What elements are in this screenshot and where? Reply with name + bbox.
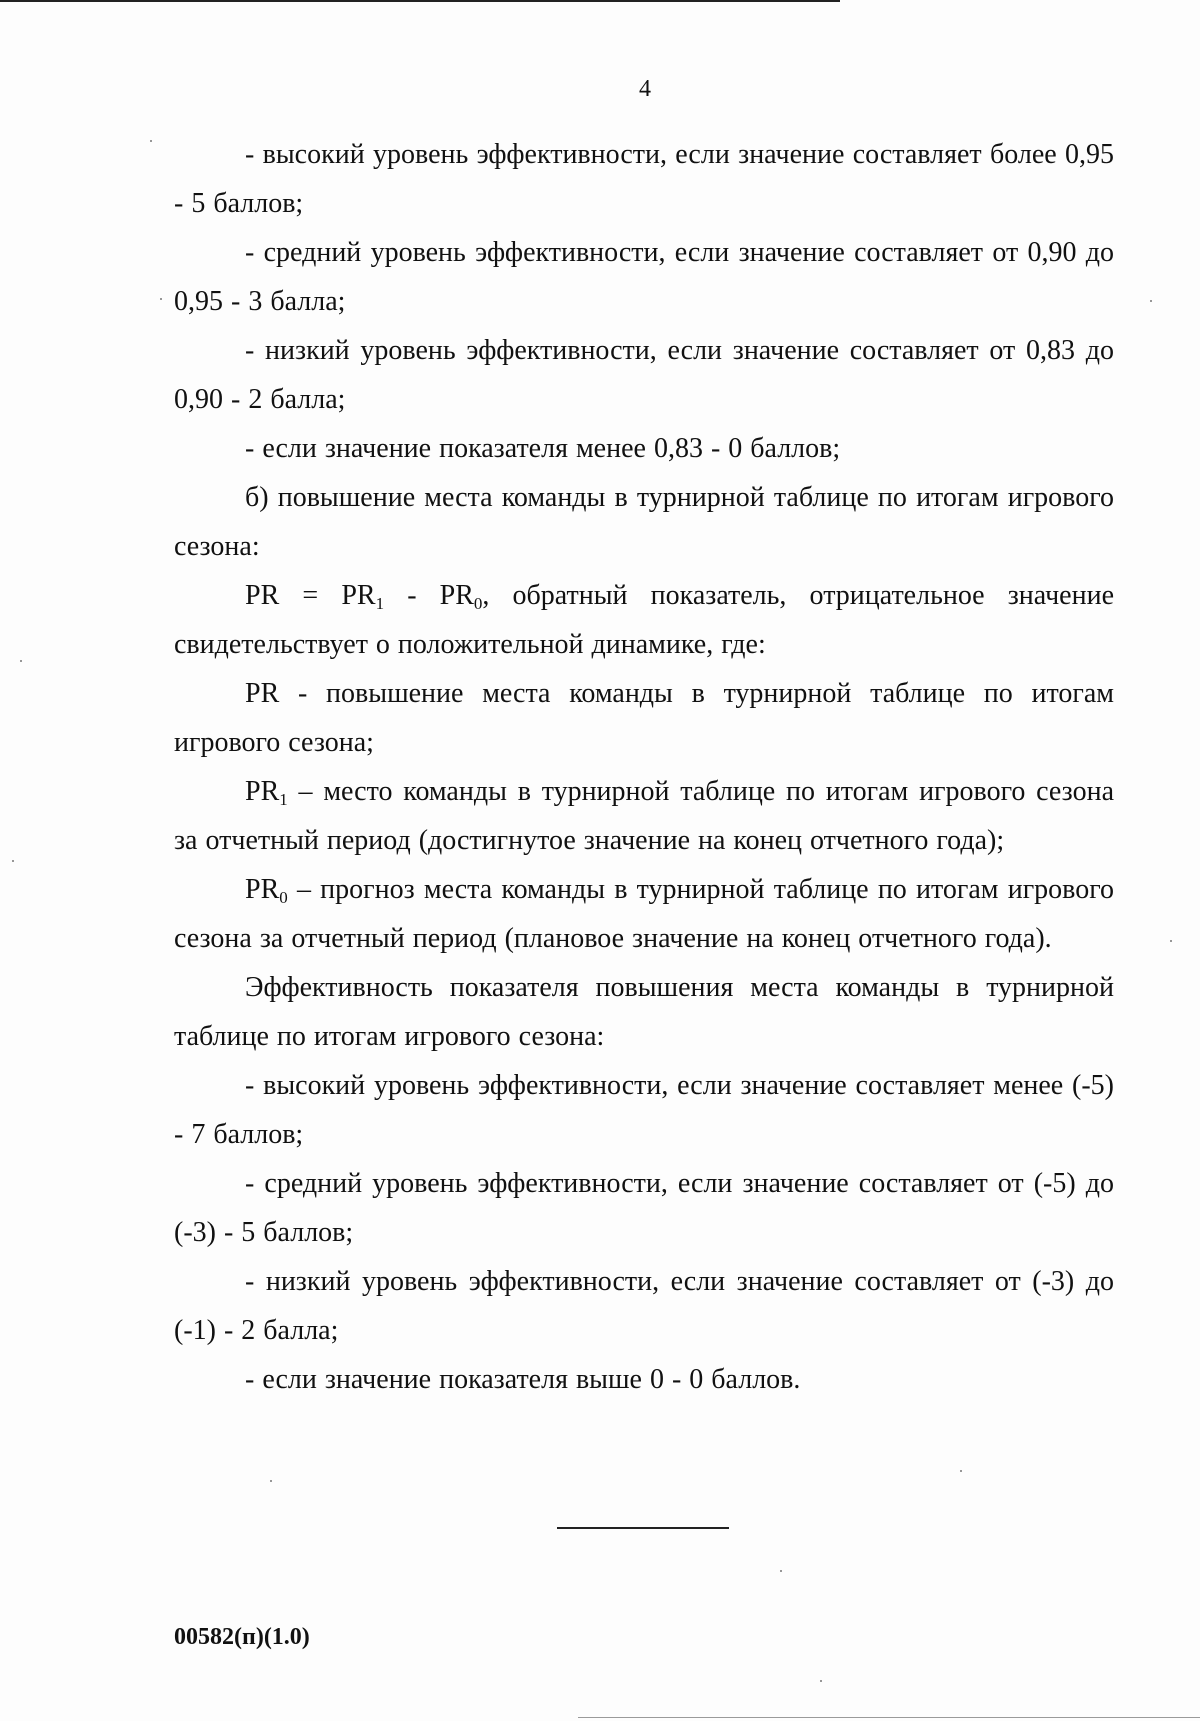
scan-speck [1150,300,1152,302]
pr1-symbol: PR [245,776,280,807]
paragraph-pr1-definition [174,767,1114,865]
bottom-border-line [578,1717,1200,1718]
formula-part-a: PR = PR [245,580,376,611]
scan-speck [1170,940,1172,942]
scan-speck [960,1470,962,1472]
paragraph-pr0-definition [174,865,1114,963]
scan-speck [270,1480,272,1482]
paragraph-zero-level-1: - если значение показателя менее 0,83 - 0 баллов; [245,433,841,464]
paragraph-medium-level-2: - средний уровень эффективности, если значение составляет от (-5) до (-3) - 5 баллов; [174,1168,1114,1248]
document-code: 00582(п)(1.0) [174,1624,310,1650]
pr0-subscript: 0 [279,888,288,907]
paragraph-low-level-1: - низкий уровень эффективности, если значение составляет от 0,83 до 0,90 - 2 балла; [174,335,1114,415]
paragraph-low-level-2: - низкий уровень эффективности, если значение составляет от (-3) до (-1) - 2 балла; [174,1266,1114,1346]
pr1-subscript: 1 [279,790,288,809]
scan-speck [12,860,14,862]
scan-speck [150,140,152,142]
pr0-symbol: PR [245,874,280,905]
paragraph-formula [174,571,1114,669]
paragraph-section-b-heading: б) повышение места команды в турнирной таблице по итогам игрового сезона: [174,482,1114,562]
paragraph-pr-definition: PR - повышение места команды в турнирной таблице по итогам игрового сезона; [174,678,1114,758]
scan-speck [160,298,162,300]
paragraph-high-level-1: - высокий уровень эффективности, если значение составляет более 0,95 - 5 баллов; [174,139,1114,219]
top-border-line [0,0,840,2]
formula-subscript-1: 1 [375,594,385,613]
body-text [174,130,1114,1404]
formula-subscript-0: 0 [473,594,483,613]
paragraph-zero-level-2: - если значение показателя выше 0 - 0 баллов. [245,1364,801,1395]
paragraph-medium-level-1: - средний уровень эффективности, если значение составляет от 0,90 до 0,95 - 3 балла; [174,237,1114,317]
formula-part-b: - PR [384,580,474,611]
paragraph-effectiveness-intro: Эффективность показателя повышения места команды в турнирной таблице по итогам игрового сезона: [174,972,1114,1052]
pr0-text: – прогноз места команды в турнирной таблице по итогам игрового сезона за отчетный период (плановое значение на конец отчетного года). [174,874,1114,954]
pr1-text: – место команды в турнирной таблице по итогам игрового сезона за отчетный период (достигнутое значение на конец отчетного года); [174,776,1114,856]
scan-speck [820,1680,822,1682]
page-number: 4 [639,76,651,102]
formula-part-c: , обратный показатель, отрицательное значение свидетельствует о положительной динамике, где: [174,580,1114,660]
paragraph-high-level-2: - высокий уровень эффективности, если значение составляет менее (-5) - 7 баллов; [174,1070,1114,1150]
separator-line [557,1527,729,1529]
scan-speck [780,1570,782,1572]
scan-speck [20,660,22,662]
